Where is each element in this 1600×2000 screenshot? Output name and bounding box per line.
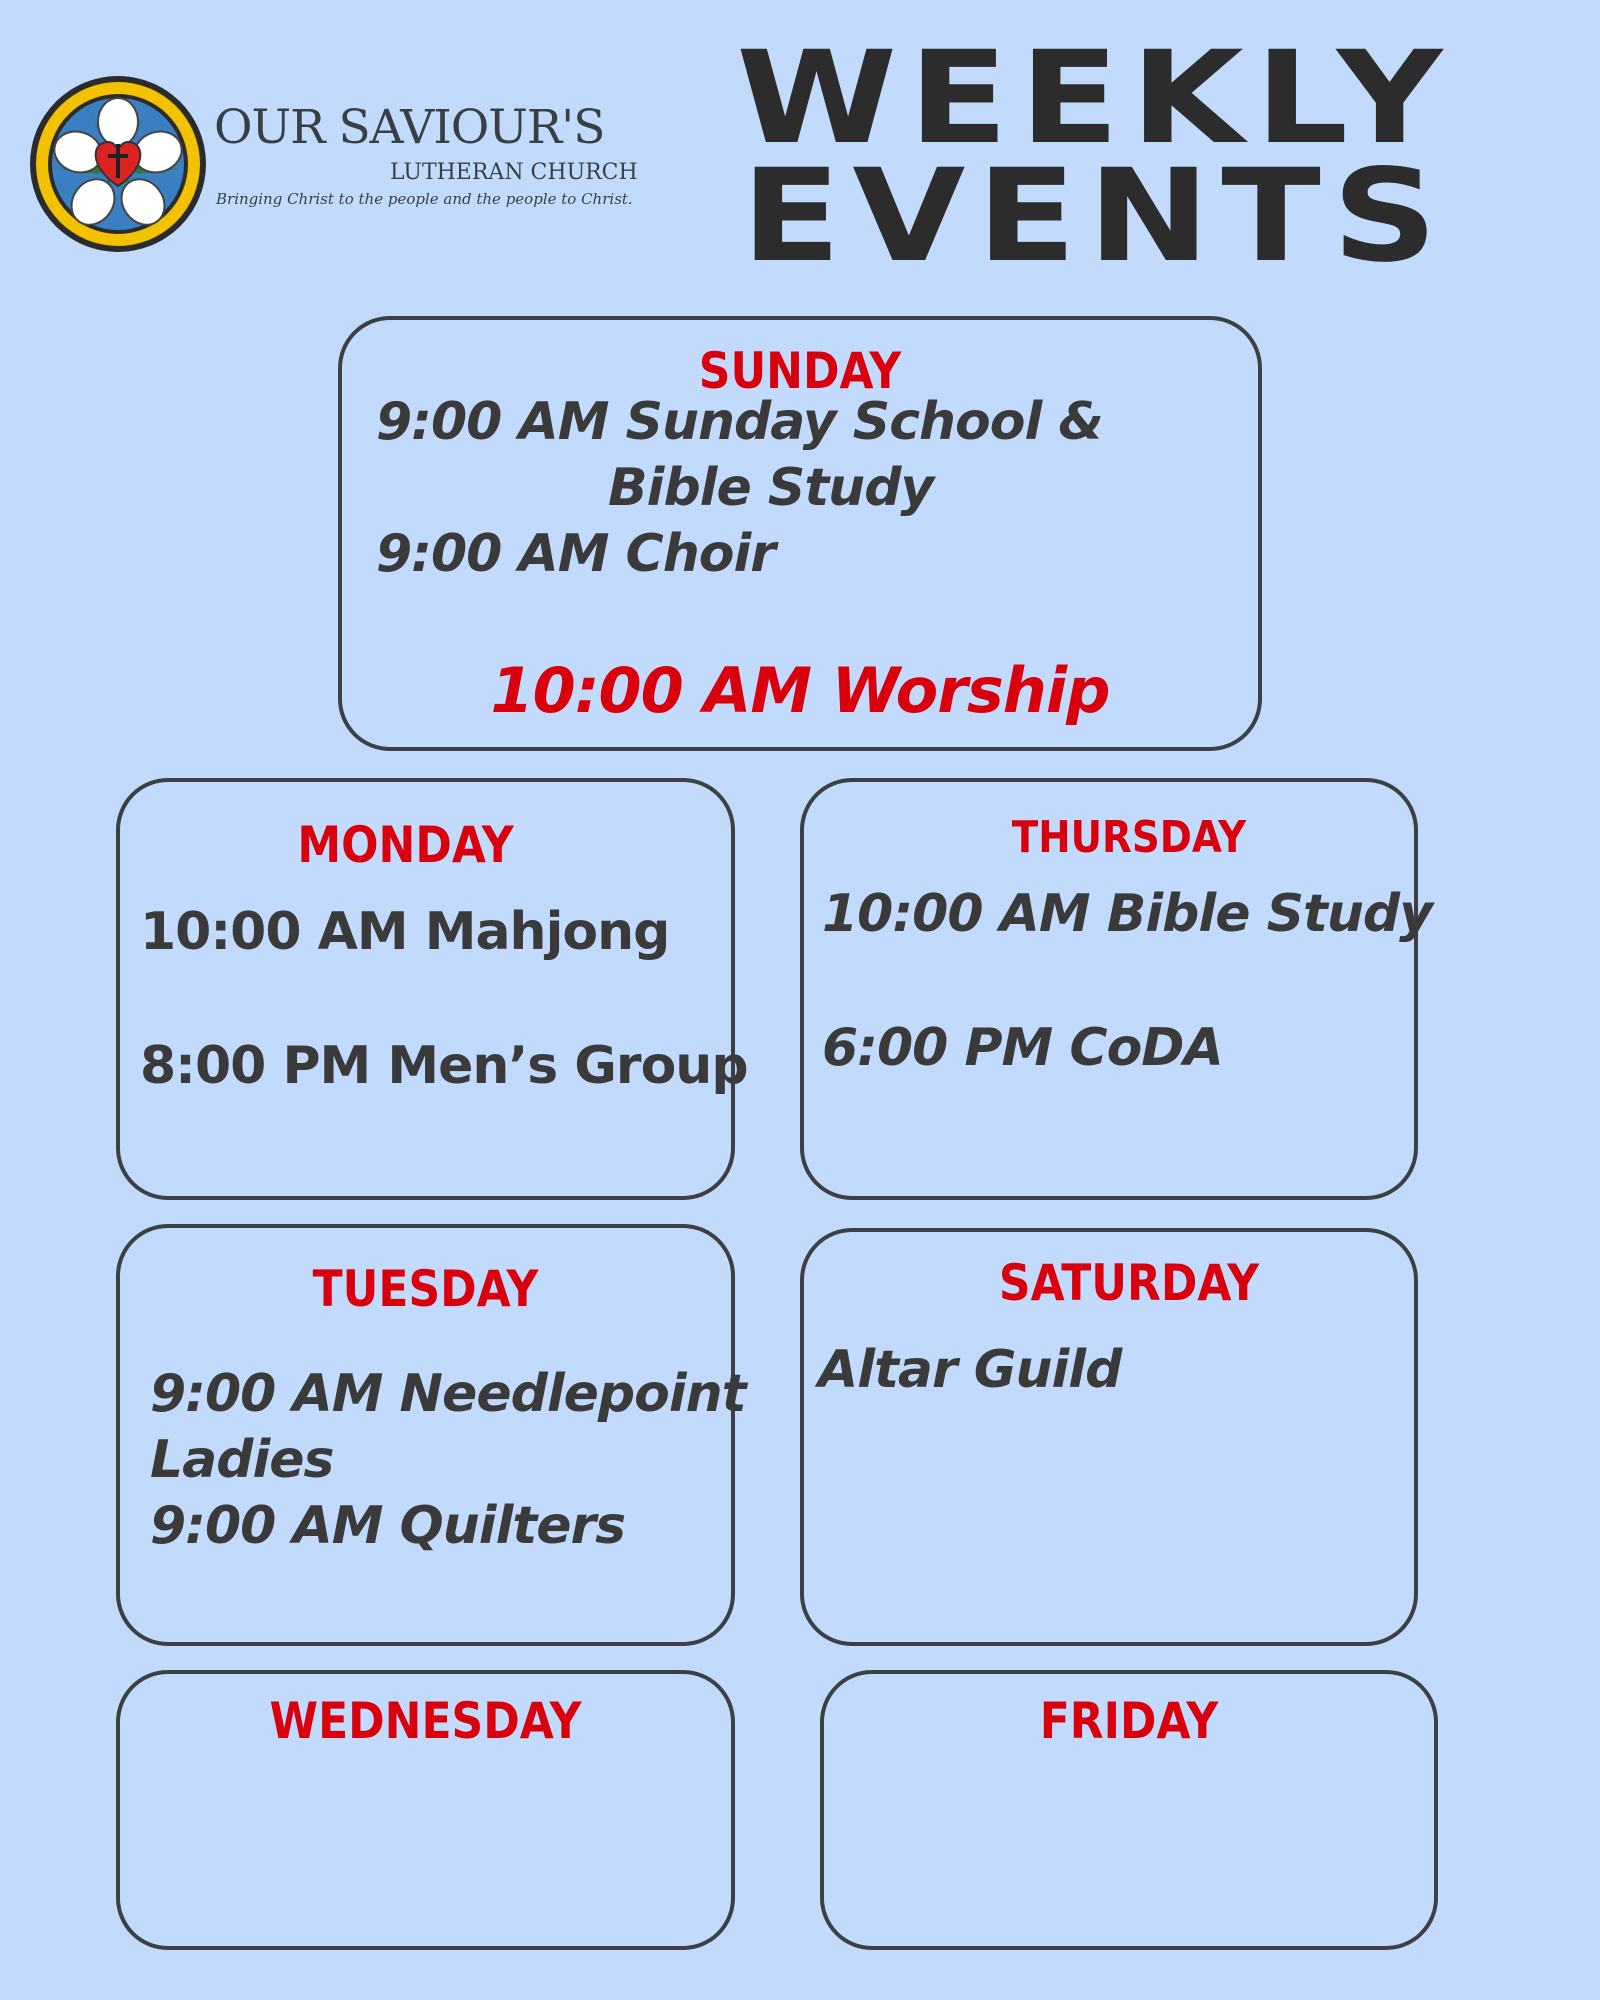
event-monday-mens-group: 8:00 PM Men’s Group [140, 1036, 748, 1096]
day-box-tuesday [116, 1224, 746, 1646]
org-name: OUR SAVIOUR'S [214, 100, 605, 155]
luther-rose-seal-icon [28, 74, 208, 254]
event-sunday-school-cont: Bible Study [608, 458, 934, 518]
event-sunday-school: 9:00 AM Sunday School & [376, 392, 1103, 452]
day-box-wednesday [116, 1670, 735, 1950]
event-tuesday-quilters: 9:00 AM Quilters [150, 1496, 626, 1556]
event-monday-mahjong: 10:00 AM Mahjong [140, 902, 670, 962]
day-title-friday: FRIDAY [1039, 1692, 1219, 1750]
event-thursday-bible-study: 10:00 AM Bible Study [822, 884, 1433, 944]
day-title-thursday: THURSDAY [1011, 812, 1247, 863]
day-box-monday [116, 778, 748, 1200]
event-sunday-worship: 10:00 AM Worship [490, 654, 1110, 727]
org-subtitle: LUTHERAN CHURCH [390, 160, 638, 185]
event-saturday-altar-guild: Altar Guild [818, 1340, 1122, 1400]
event-sunday-choir: 9:00 AM Choir [376, 524, 775, 584]
day-title-monday: MONDAY [297, 816, 514, 874]
day-title-sunday: SUNDAY [698, 342, 902, 400]
day-title-wednesday: WEDNESDAY [269, 1692, 582, 1750]
page-title-line-1: WEEKLY [736, 24, 1454, 173]
org-tagline: Bringing Christ to the people and the people to Christ. [216, 190, 633, 208]
day-box-thursday [800, 778, 1433, 1200]
event-tuesday-needlepoint-cont: Ladies [150, 1430, 334, 1490]
church-logo [28, 74, 648, 264]
day-title-saturday: SATURDAY [998, 1254, 1260, 1312]
day-box-saturday [800, 1228, 1418, 1646]
page-title [622, 24, 1568, 291]
day-title-tuesday: TUESDAY [312, 1260, 539, 1318]
day-box-friday [820, 1670, 1438, 1950]
day-box-sunday [338, 316, 1262, 751]
event-thursday-coda: 6:00 PM CoDA [822, 1018, 1223, 1078]
event-tuesday-needlepoint: 9:00 AM Needlepoint [150, 1364, 746, 1424]
page-title-line-2: EVENTS [741, 142, 1449, 291]
